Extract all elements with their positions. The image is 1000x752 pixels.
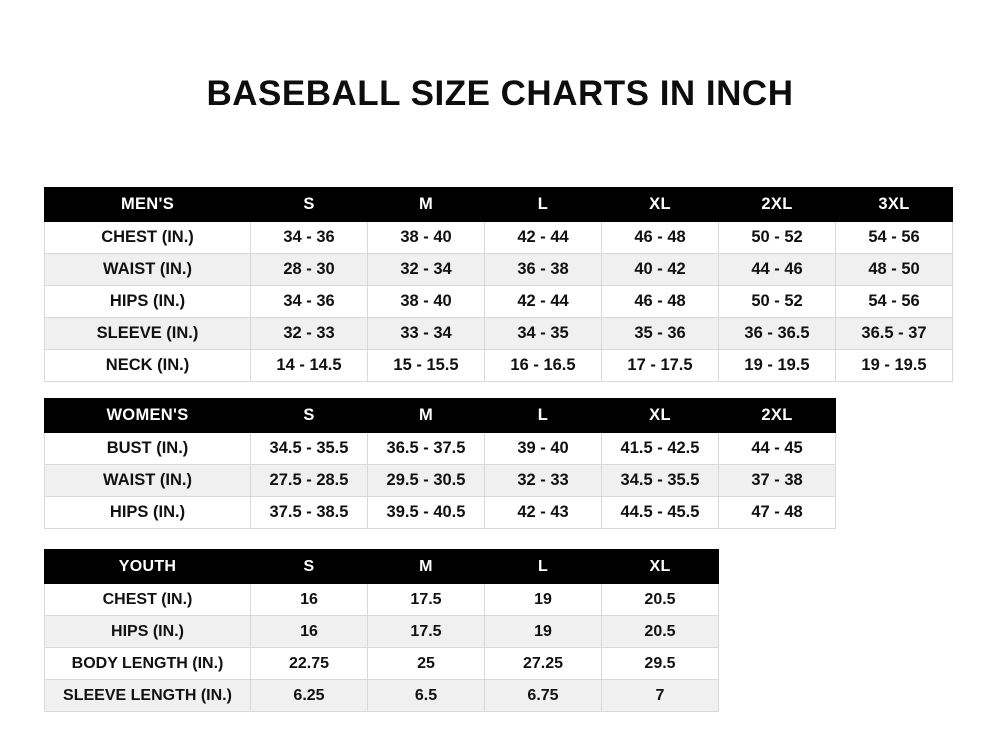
table-cell: 29.5 - 30.5 bbox=[368, 465, 485, 497]
table-cell: 14 - 14.5 bbox=[251, 350, 368, 382]
table-cell: 34.5 - 35.5 bbox=[251, 433, 368, 465]
table-cell: 19 bbox=[485, 584, 602, 616]
column-header: S bbox=[251, 550, 368, 584]
table-cell: 46 - 48 bbox=[602, 222, 719, 254]
column-header: 2XL bbox=[719, 188, 836, 222]
table-cell: 17.5 bbox=[368, 584, 485, 616]
table-row bbox=[45, 465, 836, 497]
table-cell: 29.5 bbox=[602, 648, 719, 680]
column-header: WOMEN'S bbox=[45, 399, 251, 433]
table-cell: 47 - 48 bbox=[719, 497, 836, 529]
table-cell: 34 - 36 bbox=[251, 222, 368, 254]
youth-size-table bbox=[44, 549, 719, 712]
table-row bbox=[45, 616, 719, 648]
column-header: L bbox=[485, 550, 602, 584]
table-cell: 6.25 bbox=[251, 680, 368, 712]
table-cell: 42 - 44 bbox=[485, 222, 602, 254]
column-header: MEN'S bbox=[45, 188, 251, 222]
row-header: WAIST (IN.) bbox=[45, 254, 251, 286]
table-cell: 37.5 - 38.5 bbox=[251, 497, 368, 529]
table-cell: 34 - 36 bbox=[251, 286, 368, 318]
table-cell: 48 - 50 bbox=[836, 254, 953, 286]
table-cell: 33 - 34 bbox=[368, 318, 485, 350]
table-header-row bbox=[45, 399, 836, 433]
column-header: M bbox=[368, 188, 485, 222]
page-title: BASEBALL SIZE CHARTS IN INCH bbox=[206, 74, 794, 113]
table-row bbox=[45, 584, 719, 616]
table-cell: 50 - 52 bbox=[719, 222, 836, 254]
table-cell: 28 - 30 bbox=[251, 254, 368, 286]
table-cell: 19 - 19.5 bbox=[836, 350, 953, 382]
table-cell: 38 - 40 bbox=[368, 222, 485, 254]
column-header: 2XL bbox=[719, 399, 836, 433]
row-header: CHEST (IN.) bbox=[45, 584, 251, 616]
row-header: NECK (IN.) bbox=[45, 350, 251, 382]
column-header: YOUTH bbox=[45, 550, 251, 584]
table-cell: 42 - 43 bbox=[485, 497, 602, 529]
table-header-row bbox=[45, 188, 953, 222]
table-cell: 54 - 56 bbox=[836, 286, 953, 318]
table-cell: 39 - 40 bbox=[485, 433, 602, 465]
table-cell: 42 - 44 bbox=[485, 286, 602, 318]
table-cell: 16 bbox=[251, 616, 368, 648]
table-cell: 20.5 bbox=[602, 616, 719, 648]
table-cell: 34 - 35 bbox=[485, 318, 602, 350]
table-row bbox=[45, 680, 719, 712]
table-row bbox=[45, 254, 953, 286]
table-cell: 7 bbox=[602, 680, 719, 712]
column-header: S bbox=[251, 188, 368, 222]
table-cell: 6.5 bbox=[368, 680, 485, 712]
row-header: BODY LENGTH (IN.) bbox=[45, 648, 251, 680]
table-row bbox=[45, 286, 953, 318]
table-cell: 16 - 16.5 bbox=[485, 350, 602, 382]
table-cell: 38 - 40 bbox=[368, 286, 485, 318]
table-cell: 16 bbox=[251, 584, 368, 616]
table-cell: 25 bbox=[368, 648, 485, 680]
row-header: CHEST (IN.) bbox=[45, 222, 251, 254]
table-cell: 27.5 - 28.5 bbox=[251, 465, 368, 497]
table-cell: 20.5 bbox=[602, 584, 719, 616]
row-header: SLEEVE LENGTH (IN.) bbox=[45, 680, 251, 712]
table-cell: 44 - 45 bbox=[719, 433, 836, 465]
table-cell: 44 - 46 bbox=[719, 254, 836, 286]
table-row bbox=[45, 433, 836, 465]
table-row bbox=[45, 648, 719, 680]
column-header: XL bbox=[602, 399, 719, 433]
column-header: L bbox=[485, 188, 602, 222]
column-header: M bbox=[368, 550, 485, 584]
table-cell: 17.5 bbox=[368, 616, 485, 648]
table-cell: 27.25 bbox=[485, 648, 602, 680]
table-cell: 41.5 - 42.5 bbox=[602, 433, 719, 465]
column-header: XL bbox=[602, 550, 719, 584]
table-cell: 44.5 - 45.5 bbox=[602, 497, 719, 529]
table-cell: 37 - 38 bbox=[719, 465, 836, 497]
table-cell: 36 - 38 bbox=[485, 254, 602, 286]
table-cell: 35 - 36 bbox=[602, 318, 719, 350]
table-cell: 46 - 48 bbox=[602, 286, 719, 318]
column-header: S bbox=[251, 399, 368, 433]
table-cell: 32 - 33 bbox=[251, 318, 368, 350]
column-header: 3XL bbox=[836, 188, 953, 222]
row-header: HIPS (IN.) bbox=[45, 497, 251, 529]
table-header-row bbox=[45, 550, 719, 584]
column-header: L bbox=[485, 399, 602, 433]
table-cell: 36.5 - 37 bbox=[836, 318, 953, 350]
column-header: M bbox=[368, 399, 485, 433]
table-cell: 17 - 17.5 bbox=[602, 350, 719, 382]
row-header: HIPS (IN.) bbox=[45, 616, 251, 648]
table-row bbox=[45, 497, 836, 529]
table-cell: 36 - 36.5 bbox=[719, 318, 836, 350]
table-cell: 32 - 33 bbox=[485, 465, 602, 497]
row-header: BUST (IN.) bbox=[45, 433, 251, 465]
table-cell: 34.5 - 35.5 bbox=[602, 465, 719, 497]
table-cell: 32 - 34 bbox=[368, 254, 485, 286]
row-header: SLEEVE (IN.) bbox=[45, 318, 251, 350]
table-cell: 39.5 - 40.5 bbox=[368, 497, 485, 529]
table-cell: 36.5 - 37.5 bbox=[368, 433, 485, 465]
table-cell: 50 - 52 bbox=[719, 286, 836, 318]
table-cell: 19 bbox=[485, 616, 602, 648]
table-cell: 22.75 bbox=[251, 648, 368, 680]
column-header: XL bbox=[602, 188, 719, 222]
table-row bbox=[45, 318, 953, 350]
row-header: WAIST (IN.) bbox=[45, 465, 251, 497]
mens-size-table bbox=[44, 187, 953, 382]
table-row bbox=[45, 222, 953, 254]
table-cell: 19 - 19.5 bbox=[719, 350, 836, 382]
table-cell: 40 - 42 bbox=[602, 254, 719, 286]
table-cell: 15 - 15.5 bbox=[368, 350, 485, 382]
table-row bbox=[45, 350, 953, 382]
table-cell: 6.75 bbox=[485, 680, 602, 712]
row-header: HIPS (IN.) bbox=[45, 286, 251, 318]
table-cell: 54 - 56 bbox=[836, 222, 953, 254]
womens-size-table bbox=[44, 398, 836, 529]
